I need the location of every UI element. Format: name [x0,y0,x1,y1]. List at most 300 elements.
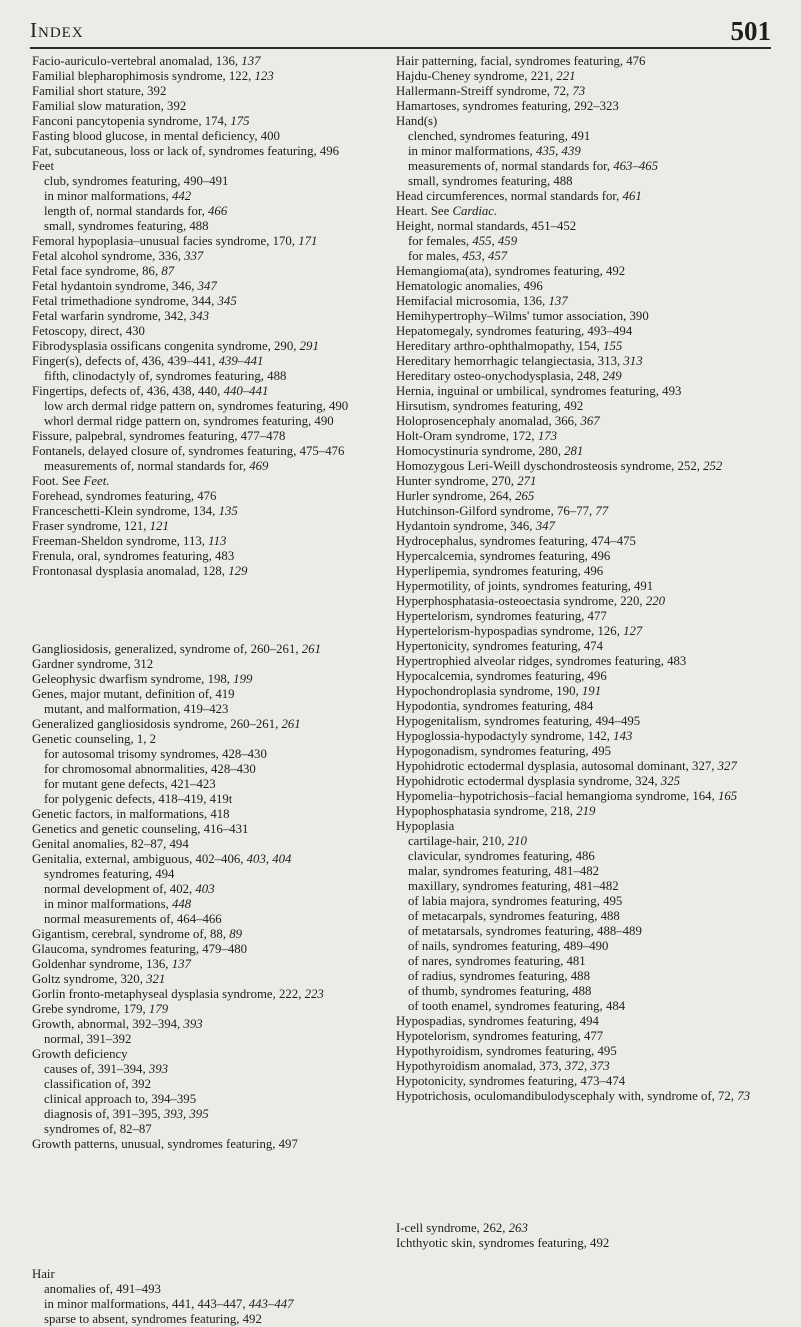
index-subentry [32,867,404,882]
entry-text: Franceschetti-Klein syndrome, 134, [32,504,219,518]
index-entry [396,819,768,834]
entry-text: in minor malformations, [44,897,172,911]
index-entry [32,354,404,369]
entry-text: Goldenhar syndrome, 136, [32,957,172,971]
entry-page-italic: 403 [195,882,215,896]
entry-page-italic: 271 [517,474,537,488]
index-entry [396,1014,768,1029]
entry-text: measurements of, normal standards for, [408,159,614,173]
entry-page-italic: 73 [737,1089,751,1103]
entry-text: of metatarsals, syndromes featuring, 488–489 [408,924,642,938]
entry-text: Hajdu-Cheney syndrome, 221, [396,69,557,83]
entry-text: Hereditary hemorrhagic telangiectasia, 313, [396,354,624,368]
index-entry [396,759,768,774]
entry-text: Frontonasal dysplasia anomalad, 128, [32,564,229,578]
entry-text: for chromosomal abnormalities, 428–430 [44,762,256,776]
entry-page-italic: 123 [254,69,274,83]
entry-page-italic: 343 [189,309,209,323]
entry-text: of labia majora, syndromes featuring, 495 [408,894,623,908]
index-entry [32,807,404,822]
entry-page-italic: 137 [241,54,261,68]
entry-text: Hutchinson-Gilford syndrome, 76–77, [396,504,596,518]
index-entry [396,564,768,579]
index-entry [32,114,404,129]
entry-text: Fibrodysplasia ossificans congenita syndrome, 290, [32,339,300,353]
index-entry [32,549,404,564]
index-entry [32,534,404,549]
index-subentry [396,849,768,864]
entry-text: Fetal hydantoin syndrome, 346, [32,279,198,293]
index-entry [32,972,404,987]
entry-text: for males, [408,249,463,263]
entry-text: Fetal trimethadione syndrome, 344, [32,294,218,308]
entry-text: Hair patterning, facial, syndromes featuring, 476 [396,54,646,68]
entry-text: anomalies of, 491–493 [44,1282,161,1296]
entry-page-italic: 313 [623,354,643,368]
index-entry [396,219,768,234]
entry-text: Hypotelorism, syndromes featuring, 477 [396,1029,604,1043]
entry-page-italic: 439–441 [218,354,264,368]
entry-text: small, syndromes featuring, 488 [44,219,209,233]
entry-text: Fontanels, delayed closure of, syndromes featuring, 475–476 [32,444,345,458]
entry-text: measurements of, normal standards for, [44,459,250,473]
entry-text: club, syndromes featuring, 490–491 [44,174,229,188]
index-subentry [32,369,404,384]
index-entry [32,264,404,279]
index-entry [396,714,768,729]
entry-text: of radius, syndromes featuring, 488 [408,969,590,983]
index-subentry [32,882,404,897]
entry-text: Familial slow maturation, 392 [32,99,187,113]
entry-text: Growth, abnormal, 392–394, [32,1017,184,1031]
entry-text: syndromes of, 82–87 [44,1122,152,1136]
entry-page-italic: 77 [595,504,609,518]
entry-text: Hypertrophied alveolar ridges, syndromes featuring, 483 [396,654,687,668]
index-subentry [32,792,404,807]
index-entry [32,1137,404,1152]
entry-text: Frenula, oral, syndromes featuring, 483 [32,549,235,563]
entry-text: Hypodontia, syndromes featuring, 484 [396,699,594,713]
index-entry [396,534,768,549]
entry-text: normal development of, 402, [44,882,196,896]
entry-page-italic: 261 [301,642,321,656]
entry-page-italic: 223 [304,987,324,1001]
entry-text: Holoprosencephaly anomalad, 366, [396,414,581,428]
index-entry [396,114,768,129]
entry-text: Hydrocephalus, syndromes featuring, 474–475 [396,534,636,548]
entry-text: clenched, syndromes featuring, 491 [408,129,591,143]
index-entry [396,549,768,564]
entry-text: Fetal alcohol syndrome, 336, [32,249,185,263]
entry-text: Facio-auriculo-vertebral anomalad, 136, [32,54,242,68]
index-subentry [32,1297,404,1312]
entry-text: Hypotonicity, syndromes featuring, 473–474 [396,1074,626,1088]
index-entry [396,624,768,639]
entry-text: Hypercalcemia, syndromes featuring, 496 [396,549,611,563]
index-entry [32,309,404,324]
index-entry [32,564,404,579]
index-entry [396,444,768,459]
index-subentry [396,909,768,924]
index-entry [396,339,768,354]
entry-page-italic: 393 [148,1062,169,1076]
entry-page-italic: 372, 373 [564,1059,610,1073]
letter-group [32,642,404,1152]
entry-text: normal, 391–392 [44,1032,132,1046]
index-subentry [32,1122,404,1137]
entry-text: Hereditary arthro-ophthalmopathy, 154, [396,339,604,353]
index-entry [396,774,768,789]
entry-page-italic: 281 [564,444,584,458]
entry-page-italic: 327 [717,759,737,773]
entry-text: Geleophysic dwarfism syndrome, 198, [32,672,234,686]
entry-text: Hypermotility, of joints, syndromes featuring, 491 [396,579,654,593]
entry-text: Fingertips, defects of, 436, 438, 440, [32,384,224,398]
entry-text: Holt-Oram syndrome, 172, [396,429,538,443]
entry-text: for mutant gene defects, 421–423 [44,777,216,791]
entry-text: Familial short stature, 392 [32,84,167,98]
index-subentry [32,1032,404,1047]
index-entry [396,654,768,669]
index-entry [32,717,404,732]
entry-text: Freeman-Sheldon syndrome, 113, [32,534,209,548]
index-entry [396,1221,768,1236]
entry-page-italic: Cardiac. [452,204,498,218]
entry-page-italic: 291 [299,339,319,353]
entry-text: Fetoscopy, direct, 430 [32,324,145,338]
index-entry [396,789,768,804]
entry-text: Hypophosphatasia syndrome, 218, [396,804,577,818]
entry-text: for polygenic defects, 418–419, 419t [44,792,233,806]
index-subentry [32,897,404,912]
index-entry [32,852,404,867]
entry-text: Hypogenitalism, syndromes featuring, 494–495 [396,714,641,728]
entry-text: Gigantism, cerebral, syndrome of, 88, [32,927,230,941]
entry-page-italic: 191 [581,684,602,698]
index-entry [32,1267,404,1282]
entry-text: low arch dermal ridge pattern on, syndromes featuring, 490 [44,399,349,413]
running-title: Index [30,18,84,42]
index-entry [32,84,404,99]
index-subentry [396,984,768,999]
entry-text: diagnosis of, 391–395, [44,1107,164,1121]
index-subentry [396,234,768,249]
entry-text: clinical approach to, 394–395 [44,1092,197,1106]
entry-page-italic: 137 [171,957,191,971]
entry-text: classification of, 392 [44,1077,151,1091]
header-rule [30,47,771,49]
entry-text: Hernia, inguinal or umbilical, syndromes featuring, 493 [396,384,682,398]
entry-page-italic: 113 [208,534,227,548]
index-subentry [32,174,404,189]
index-entry [396,1089,768,1104]
entry-page-italic: 466 [208,204,228,218]
entry-page-italic: 435, 439 [535,144,581,158]
index-entry [396,54,768,69]
entry-page-italic: 448 [171,897,192,911]
entry-text: Growth patterns, unusual, syndromes featuring, 497 [32,1137,298,1151]
entry-page-italic: 127 [623,624,643,638]
index-entry [32,519,404,534]
index-entry [32,822,404,837]
entry-text: Hirsutism, syndromes featuring, 492 [396,399,584,413]
index-subentry [32,1282,404,1297]
index-entry [32,159,404,174]
entry-text: sparse to absent, syndromes featuring, 492 [44,1312,262,1326]
entry-text: of metacarpals, syndromes featuring, 488 [408,909,620,923]
index-entry [32,657,404,672]
entry-text: Hypomelia–hypotrichosis–facial hemangioma syndrome, 164, [396,789,718,803]
entry-text: Hepatomegaly, syndromes featuring, 493–494 [396,324,633,338]
index-entry [396,264,768,279]
entry-text: Generalized gangliosidosis syndrome, 260–261, [32,717,282,731]
index-entry [32,927,404,942]
page-number: 501 [730,16,771,46]
entry-text: cartilage-hair, 210, [408,834,508,848]
index-entry [396,69,768,84]
entry-page-italic: 220 [645,594,666,608]
entry-page-italic: 443–447 [248,1297,294,1311]
entry-text: Hyperlipemia, syndromes featuring, 496 [396,564,604,578]
entry-text: Hemangioma(ata), syndromes featuring, 492 [396,264,626,278]
entry-page-italic: 73 [572,84,586,98]
entry-text: Hypohidrotic ectodermal dysplasia syndrome, 324, [396,774,661,788]
entry-page-italic: 221 [556,69,576,83]
index-entry [396,504,768,519]
index-subentry [396,174,768,189]
entry-text: Hypocalcemia, syndromes featuring, 496 [396,669,607,683]
index-entry [396,1059,768,1074]
index-entry [396,414,768,429]
index-entry [32,69,404,84]
entry-page-italic: 461 [622,189,642,203]
index-entry [396,369,768,384]
entry-page-italic: 453, 457 [462,249,508,263]
index-entry [396,354,768,369]
index-entry [32,732,404,747]
entry-text: Glaucoma, syndromes featuring, 479–480 [32,942,248,956]
index-entry [396,579,768,594]
entry-page-italic: 463–465 [613,159,659,173]
letter-group [32,1267,404,1327]
entry-text: Genitalia, external, ambiguous, 402–406, [32,852,247,866]
index-entry [32,384,404,399]
entry-text: syndromes featuring, 494 [44,867,175,881]
entry-text: Foot. See [32,474,84,488]
entry-text: Homozygous Leri-Weill dyschondrosteosis syndrome, 252, [396,459,704,473]
index-subentry [32,1312,404,1327]
index-subentry [32,702,404,717]
entry-text: of tooth enamel, syndromes featuring, 484 [408,999,626,1013]
index-entry [32,324,404,339]
index-entry [32,444,404,459]
index-entry [396,294,768,309]
index-subentry [396,249,768,264]
entry-text: Hyperphosphatasia-osteoectasia syndrome, 220, [396,594,646,608]
entry-text: Grebe syndrome, 179, [32,1002,149,1016]
entry-text: malar, syndromes featuring, 481–482 [408,864,600,878]
entry-text: Hemifacial microsomia, 136, [396,294,549,308]
index-entry [396,84,768,99]
index-entry [32,429,404,444]
entry-page-italic: 135 [218,504,238,518]
entry-page-italic: 129 [228,564,248,578]
entry-page-italic: 440–441 [223,384,269,398]
index-subentry [396,144,768,159]
entry-text: maxillary, syndromes featuring, 481–482 [408,879,619,893]
index-subentry [32,1062,404,1077]
index-entry [396,399,768,414]
entry-text: Growth deficiency [32,1047,128,1061]
index-subentry [32,1092,404,1107]
index-subentry [396,924,768,939]
index-subentry [32,219,404,234]
entry-text: Hypospadias, syndromes featuring, 494 [396,1014,599,1028]
entry-text: I-cell syndrome, 262, [396,1221,509,1235]
index-entry [396,729,768,744]
letter-group [396,54,768,1104]
index-entry [32,987,404,1002]
index-subentry [396,129,768,144]
index-entry [32,504,404,519]
index-entry [32,234,404,249]
entry-text: Familial blepharophimosis syndrome, 122, [32,69,255,83]
entry-page-italic: 89 [229,927,243,941]
entry-text: Finger(s), defects of, 436, 439–441, [32,354,219,368]
index-entry [396,609,768,624]
entry-text: whorl dermal ridge pattern on, syndromes featuring, 490 [44,414,334,428]
entry-page-italic: 265 [515,489,535,503]
index-entry [396,474,768,489]
entry-text: of thumb, syndromes featuring, 488 [408,984,592,998]
entry-text: Hand(s) [396,114,438,128]
index-subentry [32,1077,404,1092]
entry-page-italic: 367 [580,414,600,428]
entry-text: Hypothyroidism, syndromes featuring, 495 [396,1044,617,1058]
entry-text: Ichthyotic skin, syndromes featuring, 492 [396,1236,610,1250]
index-entry [396,384,768,399]
index-entry [396,1044,768,1059]
entry-text: Hypohidrotic ectodermal dysplasia, autosomal dominant, 327, [396,759,718,773]
entry-text: for females, [408,234,473,248]
entry-text: Goltz syndrome, 320, [32,972,147,986]
index-entry [32,1002,404,1017]
entry-text: Heart. See [396,204,453,218]
index-subentry [396,969,768,984]
entry-text: Fissure, palpebral, syndromes featuring, 477–478 [32,429,286,443]
index-entry [32,99,404,114]
index-entry [32,942,404,957]
entry-text: Gardner syndrome, 312 [32,657,154,671]
entry-text: Hypochondroplasia syndrome, 190, [396,684,582,698]
entry-text: Hunter syndrome, 270, [396,474,518,488]
index-entry [396,204,768,219]
index-entry [32,279,404,294]
index-subentry [32,912,404,927]
index-entry [396,1074,768,1089]
entry-text: fifth, clinodactyly of, syndromes featuring, 488 [44,369,287,383]
entry-page-italic: 210 [507,834,527,848]
entry-text: normal measurements of, 464–466 [44,912,222,926]
entry-text: Hemihypertrophy–Wilms' tumor association, 390 [396,309,649,323]
entry-page-italic: 455, 459 [472,234,518,248]
entry-page-italic: 87 [161,264,175,278]
entry-page-italic: 252 [703,459,723,473]
index-subentry [396,834,768,849]
index-subentry [32,189,404,204]
index-entry [396,699,768,714]
entry-text: Feet [32,159,55,173]
entry-text: Hurler syndrome, 264, [396,489,516,503]
index-entry [32,642,404,657]
index-entry [32,144,404,159]
index-subentry [32,762,404,777]
entry-page-italic: 143 [613,729,633,743]
index-column-left [32,54,404,1327]
entry-text: Head circumferences, normal standards for, [396,189,623,203]
entry-text: of nails, syndromes featuring, 489–490 [408,939,609,953]
entry-text: Hypoplasia [396,819,455,833]
index-subentry [396,939,768,954]
entry-page-italic: 263 [508,1221,528,1235]
entry-page-italic: 442 [171,189,192,203]
entry-text: Hypertelorism, syndromes featuring, 477 [396,609,607,623]
entry-page-italic: 469 [249,459,269,473]
index-entry [396,519,768,534]
entry-page-italic: 121 [149,519,169,533]
index-entry [32,957,404,972]
entry-page-italic: 321 [146,972,166,986]
entry-page-italic: 179 [148,1002,169,1016]
entry-page-italic: 393, 395 [163,1107,209,1121]
entry-text: Hypoglossia-hypodactyly syndrome, 142, [396,729,614,743]
entry-text: Hereditary osteo-onychodysplasia, 248, [396,369,603,383]
index-entry [396,429,768,444]
index-entry [396,309,768,324]
entry-text: in minor malformations, [44,189,172,203]
letter-group [396,1221,768,1251]
index-entry [396,459,768,474]
index-entry [32,54,404,69]
index-column-right [396,54,768,1251]
index-entry [32,687,404,702]
entry-text: of nares, syndromes featuring, 481 [408,954,586,968]
index-subentry [32,747,404,762]
index-entry [396,1029,768,1044]
entry-text: Hypothyroidism anomalad, 373, [396,1059,565,1073]
index-entry [396,324,768,339]
index-entry [32,249,404,264]
entry-text: Genital anomalies, 82–87, 494 [32,837,189,851]
index-entry [396,489,768,504]
index-subentry [32,1107,404,1122]
letter-group [32,54,404,579]
entry-page-italic: 261 [281,717,301,731]
entry-text: Height, normal standards, 451–452 [396,219,577,233]
entry-text: causes of, 391–394, [44,1062,149,1076]
index-subentry [396,999,768,1014]
index-subentry [396,159,768,174]
entry-text: length of, normal standards for, [44,204,209,218]
entry-text: Hypertonicity, syndromes featuring, 474 [396,639,604,653]
index-entry [32,1047,404,1062]
entry-page-italic: 249 [602,369,622,383]
index-subentry [396,894,768,909]
entry-text: Fasting blood glucose, in mental deficiency, 400 [32,129,280,143]
index-subentry [32,459,404,474]
entry-page-italic: 175 [230,114,250,128]
entry-page-italic: 199 [233,672,253,686]
